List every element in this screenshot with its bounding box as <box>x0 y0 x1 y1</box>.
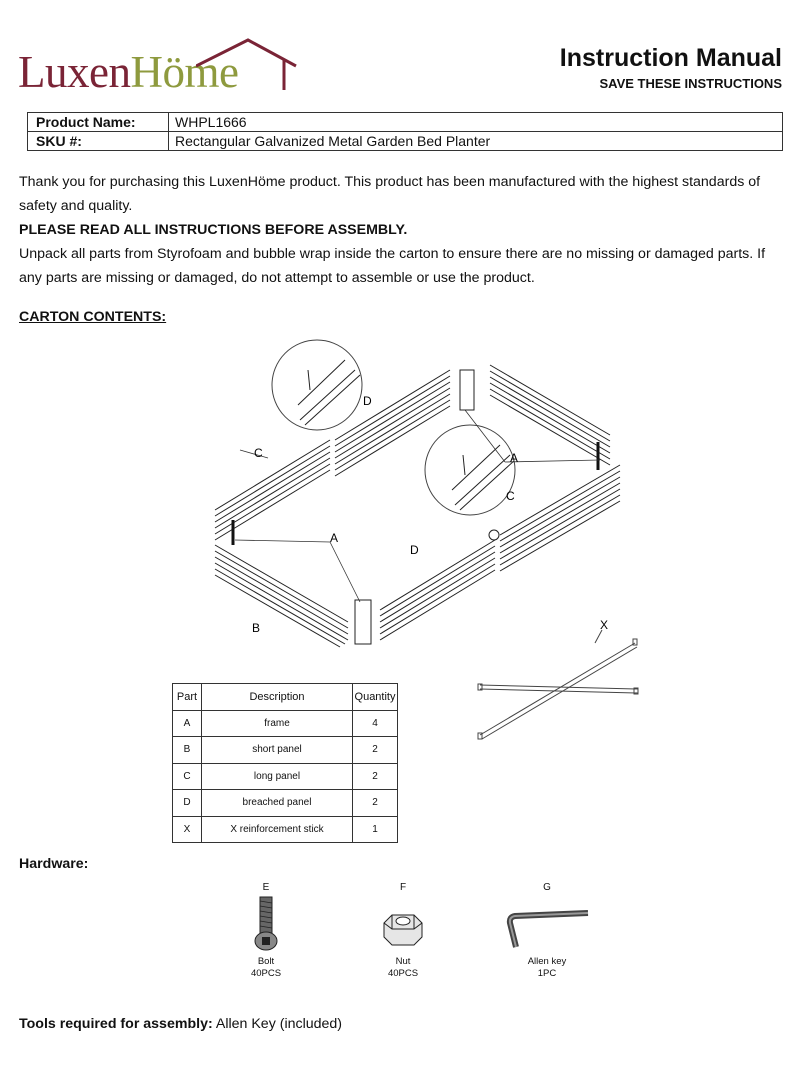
hardware-item-nut <box>373 882 433 980</box>
product-name-value: WHPL1666 <box>169 113 783 132</box>
thanks-paragraph: Thank you for purchasing this LuxenHöme product. This product has been manufactured with the highest standards of safety and quality. <box>19 174 761 214</box>
callout-x: X <box>600 618 609 632</box>
product-info-table <box>27 112 783 151</box>
intro-text <box>19 170 789 290</box>
brand-logo <box>18 38 288 98</box>
short-panel-b <box>215 545 348 647</box>
part-cell: C <box>173 763 202 790</box>
frame-a-top <box>460 370 474 410</box>
nut-icon <box>378 893 428 953</box>
hardware-qty: 40PCS <box>387 968 419 979</box>
callout-b: B <box>252 621 261 635</box>
description-cell: breached panel <box>202 790 353 817</box>
callout-d-top: D <box>363 394 372 408</box>
quantity-cell: 2 <box>353 763 398 790</box>
house-roof-icon <box>196 38 301 93</box>
planter-exploded-diagram <box>180 330 640 650</box>
tools-required <box>19 1016 342 1032</box>
sku-value: Rectangular Galvanized Metal Garden Bed Planter <box>169 132 783 151</box>
table-row <box>173 763 398 790</box>
table-row <box>173 816 398 843</box>
hardware-name: Nut <box>395 956 411 967</box>
col-part: Part <box>173 684 202 711</box>
quantity-cell: 1 <box>353 816 398 843</box>
hardware-qty: 40PCS <box>250 968 282 979</box>
description-cell: long panel <box>202 763 353 790</box>
callout-d-bottom: D <box>410 543 419 557</box>
part-cell: B <box>173 737 202 764</box>
product-name-row <box>28 113 783 132</box>
callout-a-left: A <box>330 531 339 545</box>
product-name-label: Product Name: <box>28 113 169 132</box>
col-quantity: Quantity <box>353 684 398 711</box>
callout-c-left: C <box>254 446 263 460</box>
description-cell: frame <box>202 710 353 737</box>
sku-row <box>28 132 783 151</box>
parts-table-header <box>173 684 398 711</box>
read-instructions-warning: PLEASE READ ALL INSTRUCTIONS BEFORE ASSEMBLY. <box>19 222 408 238</box>
bolt-icon <box>251 893 281 953</box>
quantity-cell: 2 <box>353 790 398 817</box>
brand-part-1: Luxen <box>18 47 131 97</box>
manual-title: Instruction Manual <box>559 44 782 72</box>
col-description: Description <box>202 684 353 711</box>
unpack-paragraph: Unpack all parts from Styrofoam and bubble wrap inside the carton to ensure there are no missing or damaged parts. If any parts are missing or damaged, do not attempt to assemble or use the product. <box>19 246 766 286</box>
hardware-letter: E <box>262 882 270 893</box>
hardware-name: Allen key <box>527 956 567 967</box>
long-panel-c-right <box>500 465 620 571</box>
hardware-item-bolt <box>236 882 296 980</box>
hardware-item-allen-key <box>497 882 597 980</box>
table-row <box>173 737 398 764</box>
tools-value: Allen Key (included) <box>215 1016 343 1032</box>
description-cell: X reinforcement stick <box>202 816 353 843</box>
hardware-letter: F <box>399 882 407 893</box>
save-instructions-note: SAVE THESE INSTRUCTIONS <box>599 76 782 91</box>
carton-contents-heading: CARTON CONTENTS: <box>19 309 167 325</box>
part-cell: D <box>173 790 202 817</box>
parts-list-table <box>172 683 398 843</box>
sku-label: SKU #: <box>28 132 169 151</box>
allen-key-icon <box>502 893 592 953</box>
table-row <box>173 710 398 737</box>
detail-zoom-circle-2 <box>425 425 515 515</box>
description-cell: short panel <box>202 737 353 764</box>
tools-label: Tools required for assembly: <box>19 1016 213 1032</box>
part-cell: A <box>173 710 202 737</box>
frame-a-bottom <box>355 600 371 644</box>
quantity-cell: 2 <box>353 737 398 764</box>
callout-a-right: A <box>510 451 519 465</box>
brand-part-2: Höme <box>130 47 239 97</box>
detail-zoom-circle-1 <box>272 340 362 430</box>
hardware-qty: 1PC <box>537 968 557 979</box>
hardware-heading: Hardware: <box>19 856 89 872</box>
x-reinforcement-stick-diagram <box>470 615 650 745</box>
callout-c-right: C <box>506 489 515 503</box>
part-cell: X <box>173 816 202 843</box>
table-row <box>173 790 398 817</box>
hardware-name: Bolt <box>257 956 275 967</box>
quantity-cell: 4 <box>353 710 398 737</box>
hardware-letter: G <box>543 882 551 893</box>
